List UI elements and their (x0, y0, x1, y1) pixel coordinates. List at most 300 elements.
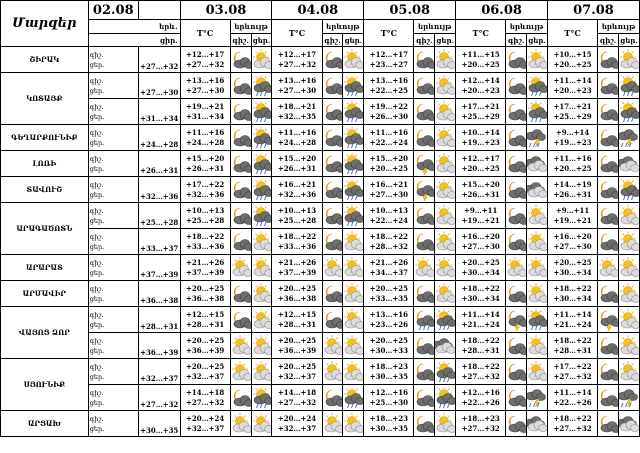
weather-header: երև. (88, 20, 180, 34)
temp-value: +30…+35 (138, 411, 180, 437)
moon-storm-icon (414, 153, 434, 175)
temp-value: +27…+32 (138, 385, 180, 411)
moon-cloud-icon (323, 309, 343, 331)
sun-cloud-icon (323, 257, 343, 279)
moon-cloud-icon (598, 387, 618, 409)
day-temp: +32…+35 (277, 111, 317, 121)
day-weather-cell (619, 125, 640, 151)
sun-cloud-icon (435, 153, 455, 175)
cloud-icon (619, 413, 639, 435)
sun-rain-icon (343, 387, 363, 409)
temp-header: T°C (456, 20, 506, 47)
sun-cloud-icon (343, 257, 363, 279)
moon-cloud-icon (323, 153, 343, 175)
night-temp: +21…+26 (277, 257, 317, 267)
day-temp: +25…+29 (461, 111, 500, 121)
night-weather-cell (322, 359, 343, 385)
night-weather-cell (230, 281, 251, 307)
day-temp: +25…+28 (277, 215, 317, 225)
sun-cloud-icon (435, 283, 455, 305)
day-weather-cell (619, 281, 640, 307)
day-temp: +28…+31 (186, 319, 225, 329)
day-temp: +28…+31 (553, 345, 592, 355)
night-temp: +15…+20 (277, 153, 317, 163)
day-label: ցեր. (89, 372, 105, 381)
day-temp: +27…+32 (186, 59, 225, 69)
night-weather-cell (598, 99, 619, 125)
weather-header: երևույթ (230, 20, 272, 34)
storm-icon (527, 387, 547, 409)
night-weather-cell (322, 333, 343, 359)
night-temp: +20…+25 (369, 335, 408, 345)
day-weather-cell (251, 281, 272, 307)
day-weather-cell (527, 229, 548, 255)
day-label: ցեր. (89, 138, 105, 147)
night-label: գիշ. (89, 232, 104, 241)
day-temp: +34…+37 (369, 267, 408, 277)
night-weather-cell (230, 385, 251, 411)
day-temp: +30…+35 (369, 423, 408, 433)
sun-rain-icon (343, 75, 363, 97)
moon-cloud-icon (506, 361, 526, 383)
day-temp: +36…+39 (186, 345, 225, 355)
night-temp: +9…+11 (464, 205, 498, 215)
night-temp: +13…+16 (277, 75, 317, 85)
sun-cloud-icon (231, 413, 251, 435)
night-label: գիշ. (89, 76, 104, 85)
date-header: 06.08 (456, 1, 548, 20)
cloud-icon (619, 153, 639, 175)
night-weather-cell (414, 203, 435, 229)
storm-icon (619, 387, 639, 409)
sun-cloud-icon (435, 205, 455, 227)
night-weather-cell (506, 47, 527, 73)
moon-cloud-icon (231, 75, 251, 97)
night-weather-cell (598, 47, 619, 73)
night-weather-cell (598, 203, 619, 229)
sun-cloud-icon (435, 231, 455, 253)
moon-storm-icon (414, 179, 434, 201)
day-weather-cell (251, 255, 272, 281)
day-weather-cell (251, 385, 272, 411)
night-temp: +14…+18 (186, 387, 225, 397)
sun-cloud-icon (343, 335, 363, 357)
sun-rain-icon (252, 75, 272, 97)
day-col-header: ցեր. (620, 35, 638, 45)
moon-cloud-icon (414, 335, 434, 357)
day-temp: +27…+32 (186, 397, 225, 407)
region-name: ԱՐՄԱՎԻՐ (1, 281, 89, 307)
day-weather-cell (527, 385, 548, 411)
moon-cloud-icon (414, 283, 434, 305)
night-temp: +9…+11 (555, 205, 590, 215)
day-weather-cell (435, 151, 456, 177)
day-temp: +19…+23 (553, 137, 592, 147)
sun-rain-icon (252, 153, 272, 175)
weather-header: երևույթ (506, 20, 548, 34)
moon-cloud-icon (231, 309, 251, 331)
day-temp: +28…+32 (369, 241, 408, 251)
moon-storm-icon (598, 309, 618, 331)
night-temp: +13…+16 (369, 309, 408, 319)
night-weather-cell (230, 307, 251, 333)
night-weather-cell (506, 385, 527, 411)
day-weather-cell (343, 307, 364, 333)
night-weather-cell (506, 99, 527, 125)
moon-cloud-icon (598, 283, 618, 305)
night-weather-cell (506, 73, 527, 99)
night-temp: +17…+22 (186, 179, 225, 189)
moon-cloud-icon (323, 231, 343, 253)
sun-cloud-icon (252, 335, 272, 357)
night-weather-cell (322, 47, 343, 73)
day-weather-cell (619, 333, 640, 359)
night-weather-cell (598, 385, 619, 411)
sun-cloud-icon (343, 361, 363, 383)
night-weather-cell (322, 177, 343, 203)
day-label: ցեր. (89, 424, 105, 433)
day-temp: +26…+30 (369, 111, 408, 121)
night-temp: +20…+24 (277, 413, 317, 423)
night-weather-cell (230, 151, 251, 177)
sun-rain-icon (343, 179, 363, 201)
night-weather-cell (598, 281, 619, 307)
sun-cloud-icon (527, 205, 547, 227)
night-weather-cell (506, 333, 527, 359)
moon-cloud-icon (231, 179, 251, 201)
night-temp: +11…+14 (461, 309, 500, 319)
moon-cloud-icon (506, 283, 526, 305)
day-temp: +23…+27 (369, 59, 408, 69)
moon-cloud-icon (231, 387, 251, 409)
table-row (1, 73, 640, 99)
day-weather-cell (435, 255, 456, 281)
day-weather-cell (527, 411, 548, 437)
day-temp: +26…+31 (186, 163, 225, 173)
day-temp: +36…+38 (186, 293, 225, 303)
day-temp: +37…+39 (186, 267, 225, 277)
day-weather-cell (251, 47, 272, 73)
sun-cloud-icon (619, 361, 639, 383)
storm-icon (527, 127, 547, 149)
day-temp: +32…+37 (186, 371, 225, 381)
sun-cloud-icon (619, 257, 639, 279)
sun-cloud-icon (323, 413, 343, 435)
sun-rain-icon (527, 75, 547, 97)
night-temp: +15…+20 (369, 153, 408, 163)
night-temp: +18…+22 (277, 231, 317, 241)
sun-rain-icon (435, 309, 455, 331)
day-weather-cell (619, 47, 640, 73)
day-weather-cell (343, 47, 364, 73)
day-weather-cell (343, 385, 364, 411)
night-temp: +18…+22 (461, 335, 500, 345)
night-weather-cell (230, 99, 251, 125)
date-header: 05.08 (364, 1, 456, 20)
temp-value: +24…+28 (138, 125, 180, 151)
day-temp: +27…+32 (461, 371, 500, 381)
night-temp: +20…+24 (186, 413, 225, 423)
day-weather-cell (251, 411, 272, 437)
night-temp: +16…+21 (277, 179, 317, 189)
night-temp: +18…+22 (553, 413, 592, 423)
sun-cloud-icon (619, 231, 639, 253)
day-weather-cell (343, 73, 364, 99)
moon-cloud-icon (506, 335, 526, 357)
temp-header: T°C (364, 20, 414, 47)
night-temp: +18…+22 (461, 283, 500, 293)
night-weather-cell (506, 359, 527, 385)
sun-cloud-icon (619, 283, 639, 305)
day-temp: +22…+25 (369, 85, 408, 95)
night-weather-cell (598, 229, 619, 255)
day-temp: +22…+26 (553, 397, 592, 407)
sun-cloud-icon (619, 205, 639, 227)
night-weather-cell (322, 307, 343, 333)
moon-cloud-icon (506, 205, 526, 227)
night-temp: +20…+25 (369, 283, 408, 293)
day-label: ցեր. (89, 268, 105, 277)
moon-cloud-icon (506, 75, 526, 97)
cloud-icon (435, 335, 455, 357)
night-weather-cell (598, 411, 619, 437)
temp-header: T°C (272, 20, 322, 47)
sun-rain-icon (252, 179, 272, 201)
night-weather-cell (414, 125, 435, 151)
moon-cloud-icon (231, 49, 251, 71)
moon-cloud-icon (598, 127, 618, 149)
night-temp: +18…+22 (186, 231, 225, 241)
night-temp: +20…+25 (277, 335, 317, 345)
day-temp: +25…+28 (186, 215, 225, 225)
day-label: ցեր. (89, 294, 105, 303)
sun-cloud-icon (343, 413, 363, 435)
temp-value: +27…+32 (138, 47, 180, 73)
moon-cloud-icon (598, 205, 618, 227)
sun-rain-icon (252, 205, 272, 227)
night-weather-cell (506, 125, 527, 151)
table-row (1, 333, 640, 359)
sun-cloud-icon (435, 257, 455, 279)
sun-rain-icon (343, 205, 363, 227)
night-weather-cell (414, 47, 435, 73)
moon-cloud-icon (231, 231, 251, 253)
day-weather-cell (343, 99, 364, 125)
sun-cloud-icon (252, 231, 272, 253)
sun-cloud-icon (323, 335, 343, 357)
night-temp: +17…+21 (461, 101, 500, 111)
night-label: գիշ. (89, 414, 104, 423)
night-weather-cell (598, 125, 619, 151)
night-weather-cell (598, 73, 619, 99)
day-temp: +21…+24 (553, 319, 592, 329)
night-temp: +20…+25 (186, 283, 225, 293)
night-weather-cell (230, 177, 251, 203)
moon-cloud-icon (598, 413, 618, 435)
day-temp: +32…+37 (277, 423, 317, 433)
day-temp: +36…+39 (277, 345, 317, 355)
region-name: ԼՈՌԻ (1, 151, 89, 177)
night-weather-cell (414, 333, 435, 359)
day-temp: +33…+36 (277, 241, 317, 251)
night-weather-cell (230, 229, 251, 255)
moon-cloud-icon (598, 231, 618, 253)
night-weather-cell (322, 73, 343, 99)
night-weather-cell (506, 203, 527, 229)
temp-value: +32…+36 (138, 177, 180, 203)
night-temp: +9…+14 (555, 127, 590, 137)
night-weather-cell (598, 151, 619, 177)
sun-cloud-icon (252, 283, 272, 305)
moon-cloud-icon (323, 205, 343, 227)
night-weather-cell (322, 151, 343, 177)
day-temp: +30…+34 (461, 267, 500, 277)
sun-cloud-icon (527, 361, 547, 383)
moon-cloud-icon (506, 101, 526, 123)
night-temp: +10…+13 (186, 205, 225, 215)
day-weather-cell (527, 125, 548, 151)
sun-cloud-icon (619, 309, 639, 331)
night-label: գիշ. (89, 284, 104, 293)
day-temp: +26…+31 (553, 189, 592, 199)
moon-cloud-icon (323, 387, 343, 409)
day-weather-cell (435, 307, 456, 333)
day-weather-cell (343, 229, 364, 255)
day-weather-cell (619, 229, 640, 255)
day-temp: +32…+36 (277, 189, 317, 199)
day-weather-cell (251, 333, 272, 359)
sun-cloud-icon (252, 257, 272, 279)
moon-cloud-icon (414, 413, 434, 435)
day-weather-cell (435, 99, 456, 125)
day-temp: +31…+34 (186, 111, 225, 121)
sun-rain-icon (619, 101, 639, 123)
day-weather-cell (251, 177, 272, 203)
night-label: գիշ. (89, 258, 104, 267)
date-header: 07.08 (548, 1, 640, 20)
sun-cloud-icon (435, 101, 455, 123)
day-temp: +24…+28 (277, 137, 317, 147)
night-temp: +19…+21 (186, 101, 225, 111)
sun-cloud-icon (252, 49, 272, 71)
sun-rain-icon (343, 153, 363, 175)
temp-value: +26…+31 (138, 151, 180, 177)
night-temp: +18…+23 (461, 413, 500, 423)
sun-cloud-icon (598, 257, 618, 279)
night-temp: +12…+14 (461, 75, 500, 85)
night-temp: +11…+14 (553, 75, 592, 85)
sun-cloud-icon (435, 75, 455, 97)
day-label: ցեր. (89, 190, 105, 199)
day-weather-cell (527, 47, 548, 73)
region-name: ՍՅՈՒՆԻՔ (1, 359, 89, 411)
day-temp: +27…+32 (277, 397, 317, 407)
day-weather-cell (527, 203, 548, 229)
temp-value: +25…+28 (138, 203, 180, 229)
moon-cloud-icon (414, 387, 434, 409)
sun-cloud-icon (435, 413, 455, 435)
day-temp: +27…+32 (553, 371, 592, 381)
sun-cloud-icon (619, 49, 639, 71)
night-label: գիշ. (89, 50, 104, 59)
day-weather-cell (435, 73, 456, 99)
day-temp: +19…+21 (461, 215, 500, 225)
night-label: գիշ. (89, 310, 104, 319)
night-weather-cell (414, 99, 435, 125)
day-temp: +36…+38 (277, 293, 317, 303)
night-temp: +18…+22 (553, 335, 592, 345)
moon-cloud-icon (231, 127, 251, 149)
temp-value: +36…+39 (138, 333, 180, 359)
night-weather-cell (506, 411, 527, 437)
night-weather-cell (230, 359, 251, 385)
night-weather-cell (598, 255, 619, 281)
day-temp: +22…+26 (461, 397, 500, 407)
night-temp: +18…+21 (277, 101, 317, 111)
night-label: գիշ. (89, 154, 104, 163)
night-col-header: գիշ. (414, 34, 435, 47)
temp-value: +33…+37 (138, 229, 180, 255)
day-temp: +25…+29 (553, 111, 592, 121)
day-temp: +30…+34 (553, 267, 592, 277)
table-row (1, 125, 640, 151)
sun-rain-icon (619, 179, 639, 201)
night-temp: +14…+19 (553, 179, 592, 189)
sun-cloud-icon (231, 335, 251, 357)
sun-cloud-icon (343, 309, 363, 331)
moon-cloud-icon (506, 387, 526, 409)
day-weather-cell (343, 411, 364, 437)
regions-header: Մարզեր (1, 1, 89, 47)
night-temp: +12…+15 (277, 309, 317, 319)
day-weather-cell (527, 281, 548, 307)
table-row (1, 229, 640, 255)
night-weather-cell (506, 229, 527, 255)
table-row (1, 151, 640, 177)
day-temp: +20…+23 (553, 85, 592, 95)
night-temp: +10…+15 (553, 49, 592, 59)
day-label: ցեր. (89, 60, 105, 69)
moon-cloud-icon (506, 179, 526, 201)
day-weather-cell (619, 307, 640, 333)
day-temp: +26…+31 (277, 163, 317, 173)
day-temp: +27…+32 (461, 423, 500, 433)
night-temp: +11…+14 (553, 387, 592, 397)
moon-cloud-icon (414, 75, 434, 97)
day-weather-cell (619, 99, 640, 125)
table-row (1, 203, 640, 229)
moon-cloud-icon (598, 49, 618, 71)
night-weather-cell (322, 411, 343, 437)
night-weather-cell (414, 359, 435, 385)
day-weather-cell (619, 411, 640, 437)
day-weather-cell (251, 203, 272, 229)
day-weather-cell (619, 255, 640, 281)
night-weather-cell (598, 359, 619, 385)
day-weather-cell (619, 385, 640, 411)
table-row (1, 47, 640, 73)
night-label: գիշ. (89, 362, 104, 371)
night-weather-cell (598, 333, 619, 359)
night-temp: +11…+16 (186, 127, 225, 137)
day-temp: +27…+30 (369, 189, 408, 199)
day-weather-cell (343, 151, 364, 177)
day-weather-cell (527, 359, 548, 385)
day-weather-cell (251, 73, 272, 99)
sun-cloud-icon (414, 257, 434, 279)
day-weather-cell (251, 359, 272, 385)
night-weather-cell (322, 99, 343, 125)
